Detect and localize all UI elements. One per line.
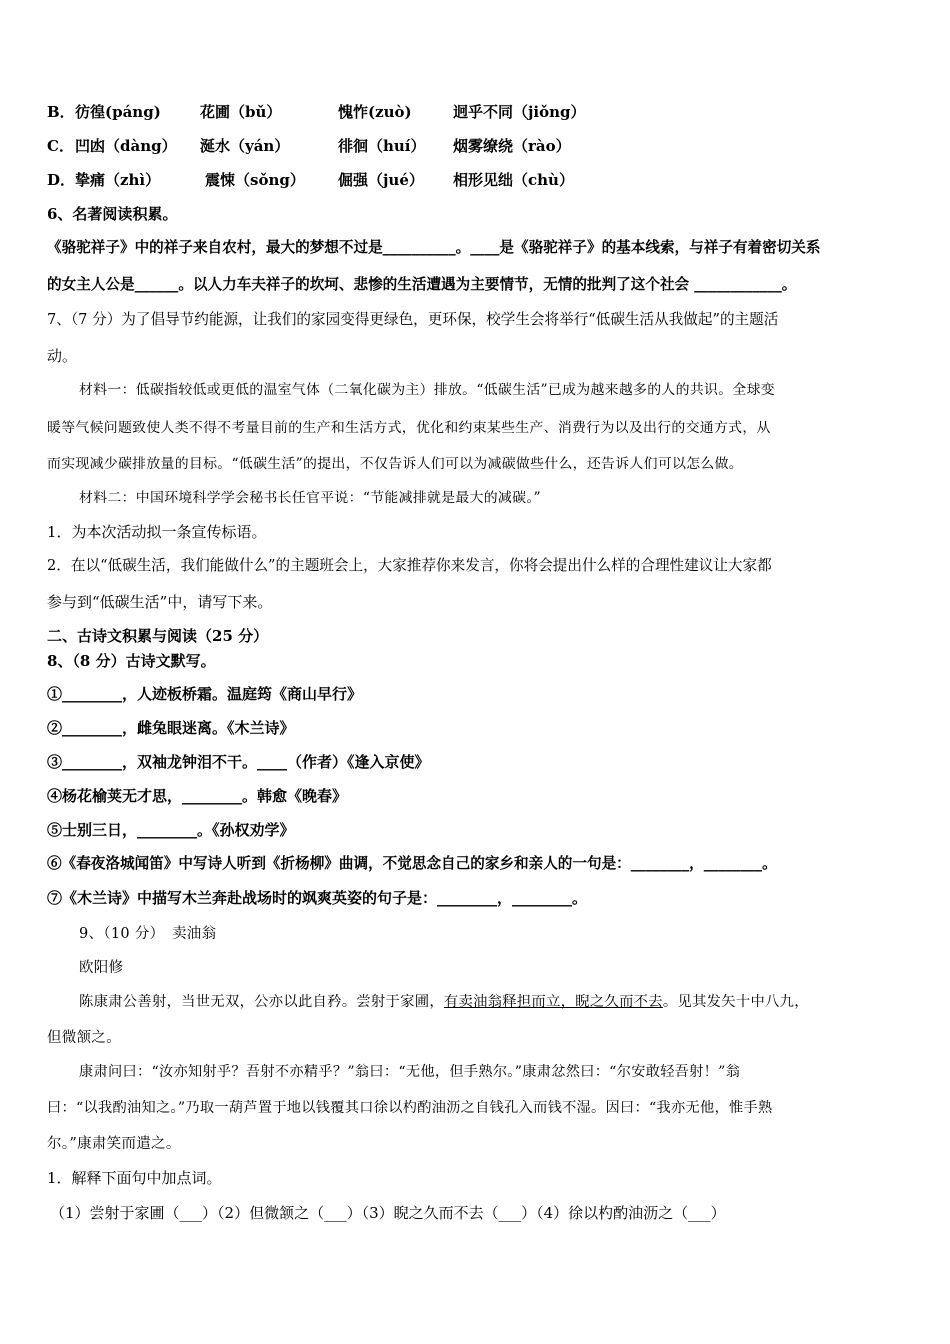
option-item: 凹凼（dàng）: [75, 137, 177, 155]
q6-line2: 的女主人公是______。以人力车夫祥子的坎坷、悲惨的生活遭遇为主要情节，无情的批判了这个社会 ____________。: [47, 276, 797, 293]
option-letter: D．: [47, 171, 76, 189]
option-item: 徘徊（huí）: [338, 137, 426, 155]
q8-item: ①________，人迹板桥霜。温庭筠《商山早行》: [47, 685, 363, 703]
q9-sub1-items: （1）尝射于家圃（___）（2）但微颔之（___）（3）睨之久而不去（___）（4）徐以杓酌油沥之（___）: [50, 1204, 726, 1222]
option-item: 愧怍(zuò): [338, 103, 412, 121]
option-letter: C．: [47, 137, 74, 155]
q8-item: ③________，双袖龙钟泪不干。____（作者）《逢入京使》: [47, 753, 430, 771]
option-item: 迥乎不同（jiǒng）: [453, 103, 586, 121]
option-item: 烟雾缭绕（rào）: [453, 137, 571, 155]
q6-title: 6、名著阅读积累。: [47, 205, 178, 223]
q8-item: ⑤士别三日，________。《孙权劝学》: [47, 821, 295, 839]
option-letter: B．: [47, 103, 75, 121]
q8-item: ⑥《春夜洛城闻笛》中写诗人听到《折杨柳》曲调，不觉思念自己的家乡和亲人的一句是：________，________。: [47, 855, 777, 872]
q9-paragraph2-line1: 康肃问曰：“汝亦知射乎？吾射不亦精乎？”翁曰：“无他，但手熟尔。”康肃忿然曰：“尔安敢轻吾射！”翁: [79, 1064, 741, 1080]
option-item: 彷徨(páng): [75, 103, 161, 121]
q9-p1-underlined: 有卖油翁释担而立，睨之久而不去: [443, 994, 663, 1010]
q6-line1: 《骆驼祥子》中的祥子来自农村，最大的梦想不过是__________。____是《骆驼祥子》的基本线索，与祥子有着密切关系: [47, 239, 821, 256]
q9-author: 欧阳修: [79, 960, 124, 976]
option-item: 花圃（bǔ）: [200, 103, 282, 121]
q7-sub1: 1．为本次活动拟一条宣传标语。: [47, 523, 267, 541]
option-item: 倔强（jué）: [338, 171, 424, 189]
q8-item: ⑦《木兰诗》中描写木兰奔赴战场时的飒爽英姿的句子是：________，________。: [47, 889, 588, 907]
q9-sub1: 1．解释下面句中加点词。: [47, 1169, 222, 1187]
q9-paragraph2-line2: 曰：“以我酌油知之。”乃取一葫芦置于地以钱覆其口徐以杓酌油沥之自钱孔入而钱不湿。因曰：“我亦无他，惟手熟: [47, 1100, 773, 1116]
q7-line1: 7、（7 分）为了倡导节约能源，让我们的家园变得更绿色，更环保，校学生会将举行“低碳生活从我做起”的主题活: [47, 311, 779, 328]
q7-material2: 材料二：中国环境科学学会秘书长任官平说：“节能减排就是最大的减碳。”: [79, 490, 541, 506]
q7-material1-line3: 而实现减少碳排放量的目标。“低碳生活”的提出，不仅告诉人们可以为减碳做些什么，还告诉人们可以怎么做。: [47, 456, 743, 472]
q8-item: ④杨花榆荚无才思，________。韩愈《晚春》: [47, 787, 348, 805]
q9-p1-pre: 陈康肃公善射，当世无双，公亦以此自矜。尝射于家圃，: [79, 994, 444, 1010]
option-item: 涎水（yán）: [200, 137, 290, 155]
q7-material1-line1: 材料一：低碳指较低或更低的温室气体（二氧化碳为主）排放。“低碳生活”已成为越来越多的人的共识。全球变: [79, 382, 775, 398]
q7-sub2-line1: 2．在以“低碳生活，我们能做什么”的主题班会上，大家推荐你来发言，你将会提出什么样的合理性建议让大家都: [47, 557, 772, 574]
q7-material1-line2: 暖等气候问题致使人类不得不考量目前的生产和生活方式，优化和约束某些生产、消费行为以及出行的交通方式，从: [47, 420, 771, 436]
option-item: 震悚（sǒng）: [205, 171, 305, 189]
q9-paragraph1-line1: [79, 992, 809, 1012]
option-item: 挚痛（zhì）: [75, 171, 161, 189]
option-item: 相形见绌（chù）: [453, 171, 574, 189]
section2-title: 二、古诗文积累与阅读（25 分）: [47, 627, 269, 645]
q7-line2: 动。: [47, 347, 78, 365]
q7-sub2-line2: 参与到“低碳生活”中，请写下来。: [47, 593, 273, 611]
q9-title: 9、（10 分） 卖油翁: [79, 926, 217, 942]
q9-paragraph2-line3: 尔。”康肃笑而遣之。: [47, 1136, 181, 1152]
q8-title: 8、（8 分）古诗文默写。: [47, 652, 216, 670]
q9-paragraph1-line2: 但微颔之。: [47, 1030, 121, 1046]
q9-p1-post: 。见其发矢十中八九，: [662, 994, 809, 1010]
q8-item: ②________，雌兔眼迷离。《木兰诗》: [47, 719, 295, 737]
